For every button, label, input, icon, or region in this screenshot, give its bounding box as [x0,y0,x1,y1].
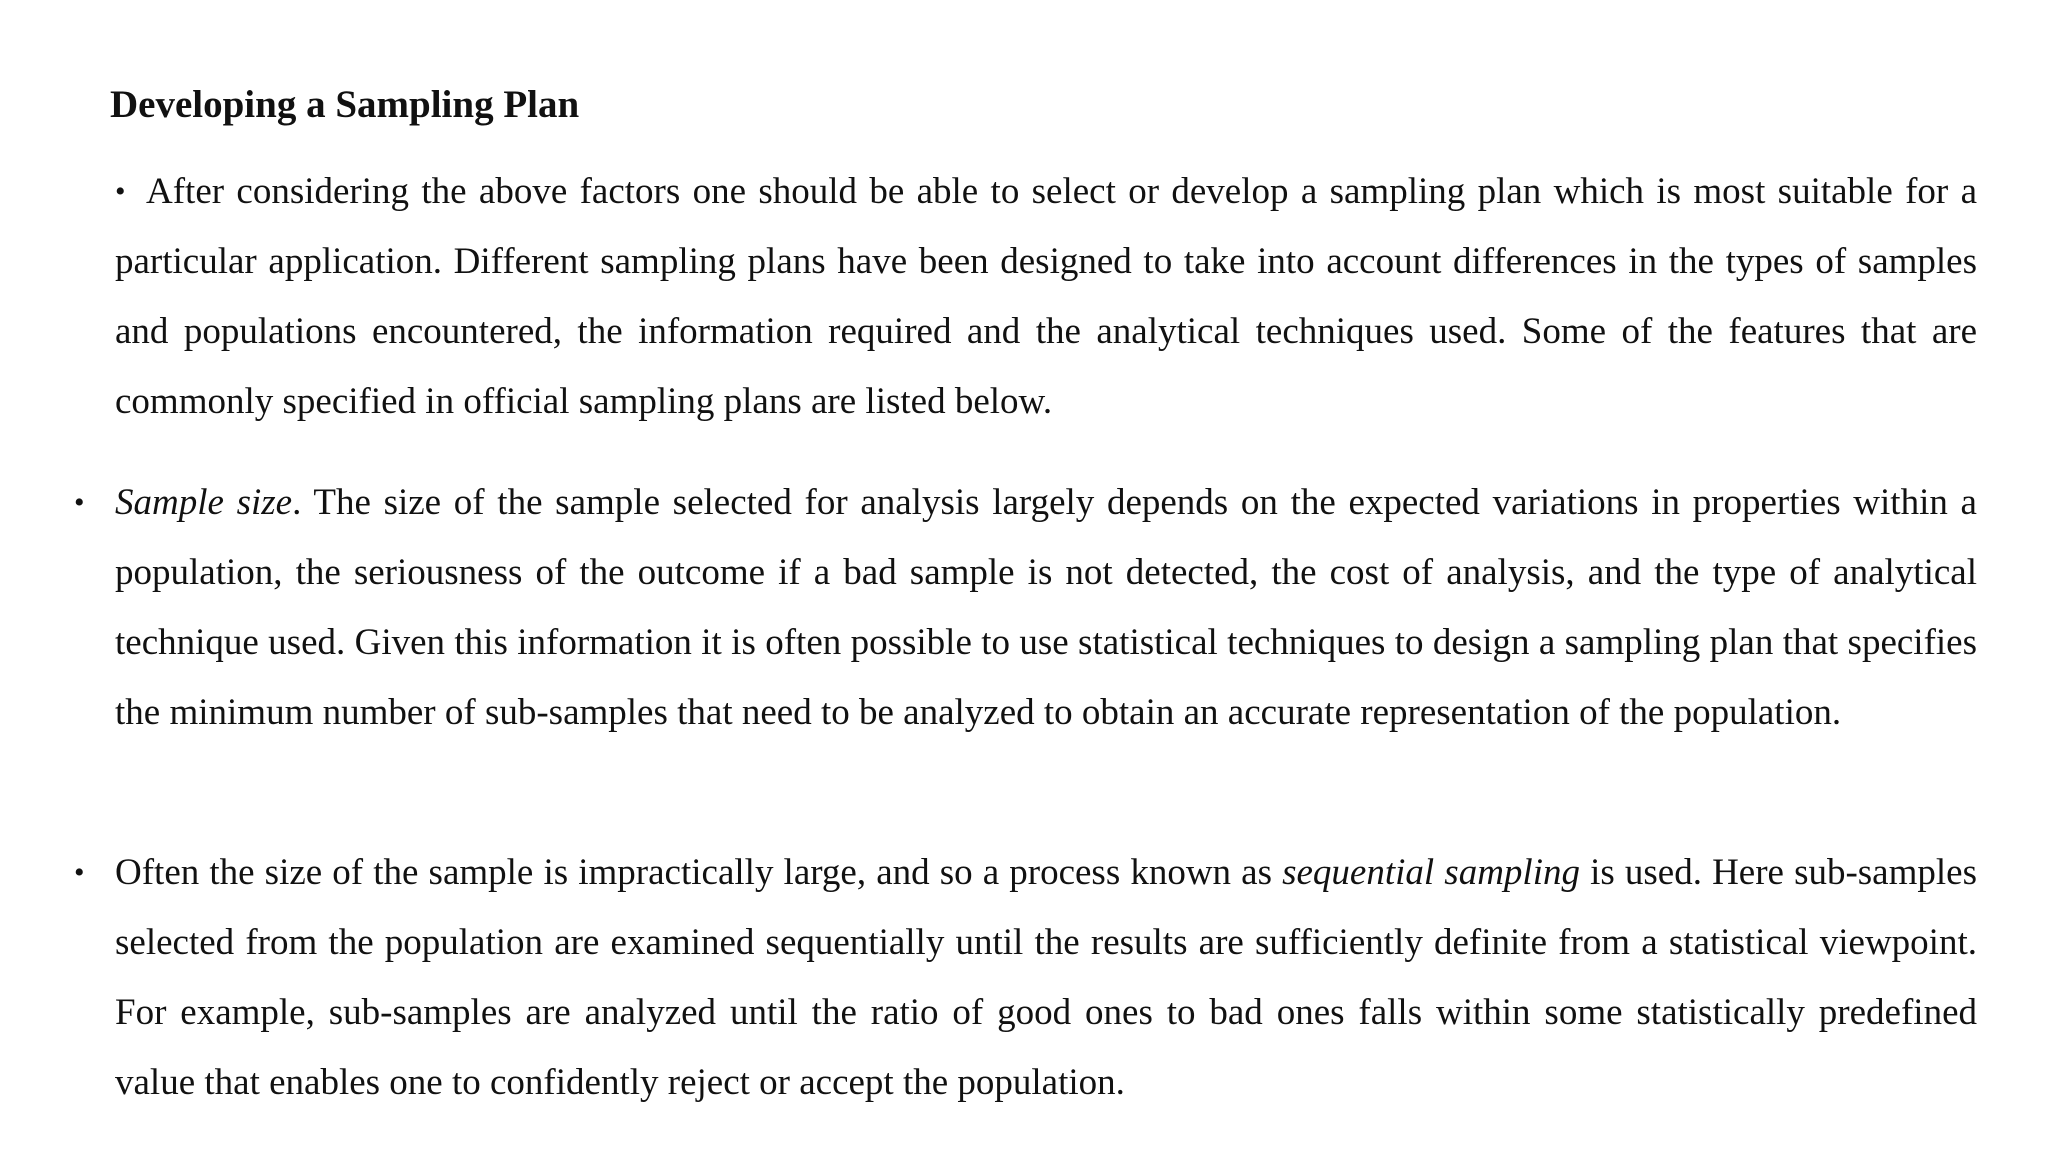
sequential-text-after: is used. Here sub-samples selected from the population are examined sequentially until the results are sufficiently definite from a statistical viewpoint. For example, sub-samples are analyzed until the ratio of good ones to bad ones falls within some statistically predefined value that enables one to confidently reject or accept the population. [115,852,1977,1103]
sequential-sampling-term: sequential sampling [1282,852,1580,893]
section-heading: Developing a Sampling Plan [110,83,580,126]
bullet-icon: • [115,175,126,208]
sequential-text-before: Often the size of the sample is impractically large, and so a process known as [115,852,1283,893]
bullet-icon: • [74,856,85,889]
sample-size-paragraph [115,468,1977,748]
bullet-icon: • [74,486,85,519]
sample-size-term: Sample size [115,482,293,523]
intro-text: After considering the above factors one should be able to select or develop a sampling plan which is most suitable for a particular application. Different sampling plans have been designed to take into account differences in the types of samples and populations encountered, the information required and the analytical techniques used. Some of the features that are commonly specified in official sampling plans are listed below. [115,171,1977,422]
intro-paragraph [115,157,1977,437]
sequential-sampling-paragraph [115,838,1977,1118]
sample-size-text: . The size of the sample selected for analysis largely depends on the expected variations in properties within a population, the seriousness of the outcome if a bad sample is not detected, the cost of analysis, and the type of analytical technique used. Given this information it is often possible to use statistical techniques to design a sampling plan that specifies the minimum number of sub-samples that need to be analyzed to obtain an accurate representation of the population. [115,482,1977,733]
